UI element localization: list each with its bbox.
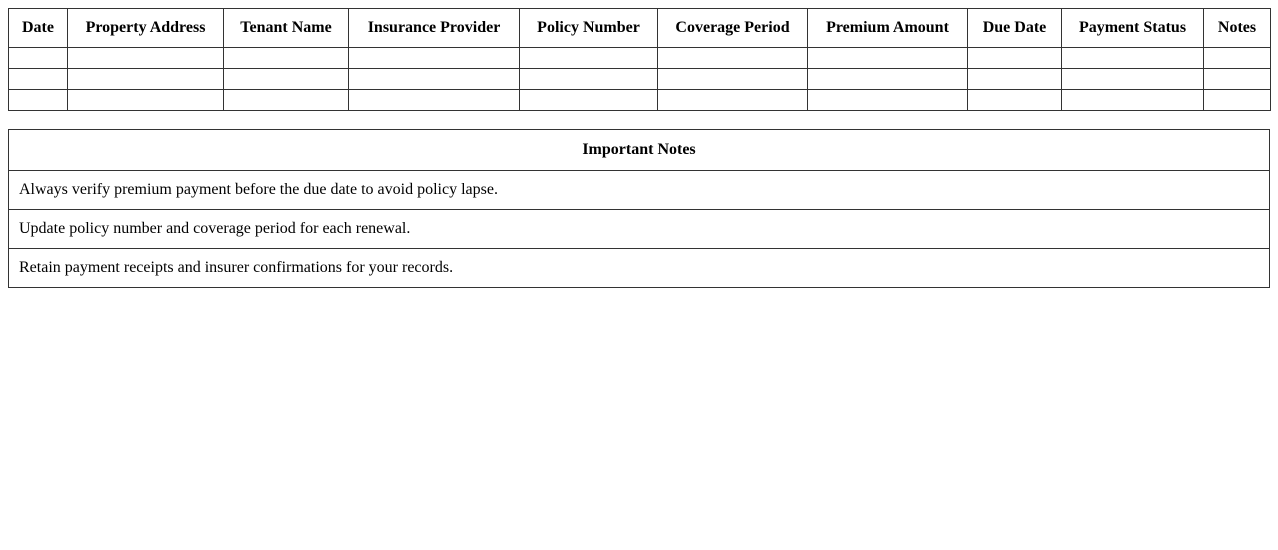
column-header-property-address: Property Address <box>68 9 224 48</box>
header-row <box>9 9 1271 48</box>
table-cell[interactable] <box>520 48 658 69</box>
table-cell[interactable] <box>349 90 520 111</box>
table-cell[interactable] <box>1204 69 1271 90</box>
table-cell[interactable] <box>808 48 968 69</box>
table-cell[interactable] <box>808 69 968 90</box>
note-item: Update policy number and coverage period for each renewal. <box>9 210 1270 249</box>
table-cell[interactable] <box>968 90 1062 111</box>
table-cell[interactable] <box>808 90 968 111</box>
column-header-premium-amount: Premium Amount <box>808 9 968 48</box>
column-header-insurance-provider: Insurance Provider <box>349 9 520 48</box>
table-cell[interactable] <box>658 90 808 111</box>
table-cell[interactable] <box>68 48 224 69</box>
column-header-due-date: Due Date <box>968 9 1062 48</box>
table-cell[interactable] <box>224 69 349 90</box>
important-notes-table <box>8 129 1270 288</box>
table-cell[interactable] <box>68 90 224 111</box>
column-header-tenant-name: Tenant Name <box>224 9 349 48</box>
table-row <box>9 69 1271 90</box>
table-cell[interactable] <box>1062 48 1204 69</box>
table-cell[interactable] <box>1062 69 1204 90</box>
table-cell[interactable] <box>1062 90 1204 111</box>
table-cell[interactable] <box>520 69 658 90</box>
note-item: Always verify premium payment before the due date to avoid policy lapse. <box>9 171 1270 210</box>
notes-title: Important Notes <box>9 130 1270 171</box>
table-cell[interactable] <box>9 48 68 69</box>
table-cell[interactable] <box>224 90 349 111</box>
column-header-policy-number: Policy Number <box>520 9 658 48</box>
table-cell[interactable] <box>9 90 68 111</box>
table-cell[interactable] <box>9 69 68 90</box>
table-cell[interactable] <box>968 48 1062 69</box>
table-cell[interactable] <box>349 69 520 90</box>
table-cell[interactable] <box>349 48 520 69</box>
column-header-payment-status: Payment Status <box>1062 9 1204 48</box>
note-row <box>9 210 1270 249</box>
table-row <box>9 90 1271 111</box>
note-item: Retain payment receipts and insurer confirmations for your records. <box>9 249 1270 288</box>
note-row <box>9 171 1270 210</box>
table-row <box>9 48 1271 69</box>
table-cell[interactable] <box>224 48 349 69</box>
table-cell[interactable] <box>68 69 224 90</box>
table-cell[interactable] <box>968 69 1062 90</box>
notes-header-row <box>9 130 1270 171</box>
column-header-coverage-period: Coverage Period <box>658 9 808 48</box>
table-cell[interactable] <box>520 90 658 111</box>
insurance-payment-log-table <box>8 8 1271 111</box>
table-cell[interactable] <box>658 69 808 90</box>
column-header-date: Date <box>9 9 68 48</box>
table-cell[interactable] <box>1204 90 1271 111</box>
column-header-notes: Notes <box>1204 9 1271 48</box>
table-cell[interactable] <box>658 48 808 69</box>
table-cell[interactable] <box>1204 48 1271 69</box>
note-row <box>9 249 1270 288</box>
